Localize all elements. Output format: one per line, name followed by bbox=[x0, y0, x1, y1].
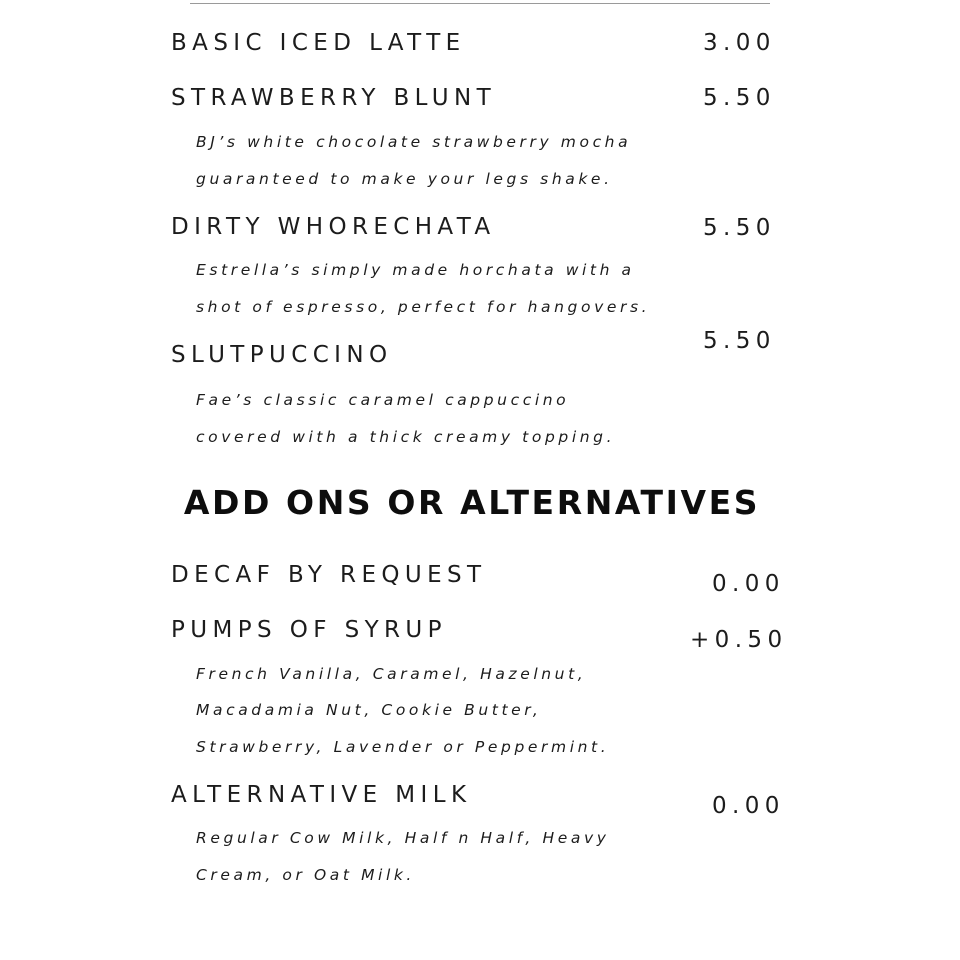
section-heading: ADD ONS OR ALTERNATIVES bbox=[183, 483, 761, 522]
item-price-slutpuccino: 5.50 bbox=[703, 328, 776, 354]
addon-price-syrup: +0.50 bbox=[690, 627, 788, 653]
addon-price-alternative-milk: 0.00 bbox=[712, 793, 785, 819]
item-name-basic-iced-latte: BASIC ICED LATTE bbox=[171, 30, 466, 56]
addon-description-line: French Vanilla, Caramel, Hazelnut, bbox=[196, 665, 587, 683]
item-price-basic-iced-latte: 3.00 bbox=[703, 30, 776, 56]
top-divider bbox=[190, 3, 770, 4]
item-description-line: BJ’s white chocolate strawberry mocha bbox=[196, 133, 632, 151]
addon-name-alternative-milk: ALTERNATIVE MILK bbox=[171, 782, 472, 808]
addon-name-decaf: DECAF BY REQUEST bbox=[171, 562, 487, 588]
item-description-line: Estrella’s simply made horchata with a bbox=[196, 261, 635, 279]
addon-description-line: Macadamia Nut, Cookie Butter, bbox=[196, 701, 542, 719]
item-name-slutpuccino: SLUTPUCCINO bbox=[171, 342, 393, 368]
item-price-strawberry-blunt: 5.50 bbox=[703, 85, 776, 111]
item-price-dirty-whorechata: 5.50 bbox=[703, 215, 776, 241]
addon-name-syrup: PUMPS OF SYRUP bbox=[171, 617, 447, 643]
item-name-dirty-whorechata: DIRTY WHORECHATA bbox=[171, 214, 496, 240]
addon-description-line: Regular Cow Milk, Half n Half, Heavy bbox=[196, 829, 610, 847]
addon-price-decaf: 0.00 bbox=[712, 571, 785, 597]
addon-description-line: Cream, or Oat Milk. bbox=[196, 866, 415, 884]
item-description-line: guaranteed to make your legs shake. bbox=[196, 170, 613, 188]
item-description-line: Fae’s classic caramel cappuccino bbox=[196, 391, 570, 409]
item-name-strawberry-blunt: STRAWBERRY BLUNT bbox=[171, 85, 497, 111]
addon-description-line: Strawberry, Lavender or Peppermint. bbox=[196, 738, 610, 756]
item-description-line: shot of espresso, perfect for hangovers. bbox=[196, 298, 651, 316]
item-description-line: covered with a thick creamy topping. bbox=[196, 428, 616, 446]
